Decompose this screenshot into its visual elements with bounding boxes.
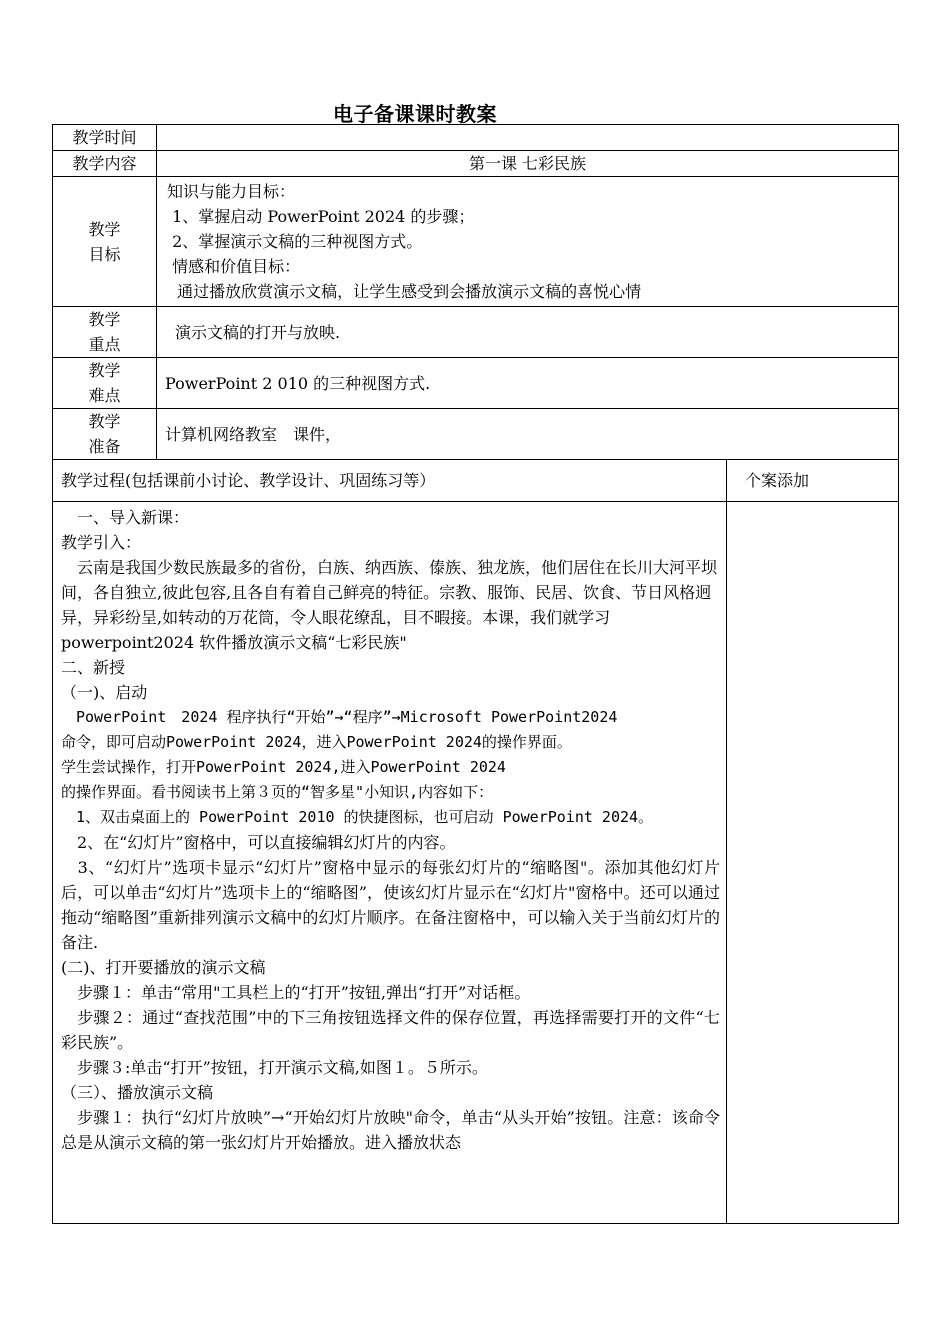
goal-line: 2、掌握演示文稿的三种视图方式。: [167, 232, 423, 251]
process-paragraph: 二、新授: [61, 658, 126, 677]
process-paragraph: 学生尝试操作，打开PowerPoint 2024,进入PowerPoint 2024: [61, 758, 506, 776]
label-teaching-focus: [53, 307, 157, 358]
goal-line: 通过播放欣赏演示文稿，让学生感受到会播放演示文稿的喜悦心情: [167, 282, 642, 301]
label-teaching-content: 教学内容: [53, 151, 157, 177]
row-teaching-focus: [53, 307, 899, 358]
row-teaching-prep: [53, 409, 899, 460]
label-difficulty-line2: 难点: [88, 386, 121, 405]
label-difficulty-line1: 教学: [88, 361, 121, 380]
side-header: 个案添加: [727, 460, 899, 502]
process-paragraph: 的操作界面。看书阅读书上第３页的“智多星"小知识,内容如下：: [61, 783, 494, 801]
process-body: [53, 502, 727, 1224]
row-teaching-goals: [53, 177, 899, 307]
process-paragraph: 2、在“幻灯片”窗格中，可以直接编辑幻灯片的内容。: [61, 833, 456, 852]
process-paragraph: 步骤３:单击“打开”按钮，打开演示文稿,如图１。５所示。: [61, 1058, 488, 1077]
value-teaching-goals: [157, 177, 899, 307]
process-paragraph: 步骤２：通过“查找范围”中的下三角按钮选择文件的保存位置，再选择需要打开的文件“七彩民族”。: [61, 1008, 720, 1052]
label-focus-line1: 教学: [88, 310, 121, 329]
goal-line: 情感和价值目标：: [167, 257, 301, 276]
label-teaching-time: 教学时间: [53, 125, 157, 151]
process-paragraph: 一、导入新课：: [61, 508, 190, 527]
lesson-plan-table: [52, 124, 899, 1224]
process-paragraph: (二)、打开要播放的演示文稿: [61, 958, 266, 977]
value-teaching-prep: 计算机网络教室 课件，: [157, 409, 899, 460]
process-paragraph: 教学引入：: [61, 533, 142, 552]
row-teaching-content: [53, 151, 899, 177]
row-teaching-difficulty: [53, 358, 899, 409]
process-paragraph: 步骤１：单击“常用"工具栏上的“打开”按钮,弹出“打开”对话框。: [61, 983, 531, 1002]
process-paragraph: 1、双击桌面上的 PowerPoint 2010 的快捷图标，也可启动 PowerPoint 2024。: [61, 808, 654, 826]
value-teaching-content: 第一课 七彩民族: [157, 151, 899, 177]
process-paragraph: 命令，即可启动PowerPoint 2024，进入PowerPoint 2024的操作界面。: [61, 733, 572, 751]
process-paragraph: 3、“幻灯片”选项卡显示“幻灯片”窗格中显示的每张幻灯片的“缩略图"。添加其他幻灯片后，可以单击“幻灯片”选项卡上的“缩略图”，使该幻灯片显示在“幻灯片"窗格中。还可以通过拖动“缩略图”重新排列演示文稿中的幻灯片顺序。在备注窗格中，可以输入关于当前幻灯片的备注.: [61, 858, 720, 952]
label-focus-line2: 重点: [88, 335, 121, 354]
process-paragraph: 云南是我国少数民族最多的省份，白族、纳西族、傣族、独龙族，他们居住在长川大河平坝间，各自独立,彼此包容,且各自有着自己鲜亮的特征。宗教、服饰、民居、饮食、节日风格迥异，异彩纷呈,如转动的万花筒，令人眼花缭乱，目不暇接。本课，我们就学习 powerpoint2024 软件播放演示文稿“七彩民族": [61, 558, 718, 652]
side-notes-cell: [727, 502, 899, 1224]
label-teaching-goals: [53, 177, 157, 307]
goal-line: 1、掌握启动 PowerPoint 2024 的步骤；: [167, 207, 475, 226]
value-teaching-time: [157, 125, 899, 151]
value-teaching-focus: 演示文稿的打开与放映.: [157, 307, 899, 358]
value-teaching-difficulty: PowerPoint 2 010 的三种视图方式.: [157, 358, 899, 409]
process-paragraph: （三）、播放演示文稿: [61, 1083, 214, 1102]
row-process-body: [53, 502, 899, 1224]
page-title: 电子备课课时教案: [333, 102, 497, 126]
row-teaching-time: [53, 125, 899, 151]
process-paragraph: 步骤１：执行“幻灯片放映”→“开始幻灯片放映"命令，单击“从头开始”按钮。注意：该命令总是从演示文稿的第一张幻灯片开始播放。进入播放状态: [61, 1108, 720, 1152]
process-paragraph: （一)、启动: [61, 683, 148, 702]
label-teaching-prep: [53, 409, 157, 460]
label-goals-line1: 教学: [88, 219, 121, 239]
process-header: 教学过程(包括课前小讨论、教学设计、巩固练习等）: [53, 460, 727, 502]
goal-line: 知识与能力目标：: [167, 182, 296, 201]
process-paragraph: PowerPoint 2024 程序执行“开始”→“程序”→Microsoft PowerPoint2024: [61, 708, 618, 726]
label-prep-line1: 教学: [88, 412, 121, 431]
label-prep-line2: 准备: [88, 437, 121, 456]
label-teaching-difficulty: [53, 358, 157, 409]
label-goals-line2: 目标: [88, 244, 121, 264]
row-process-header: [53, 460, 899, 502]
